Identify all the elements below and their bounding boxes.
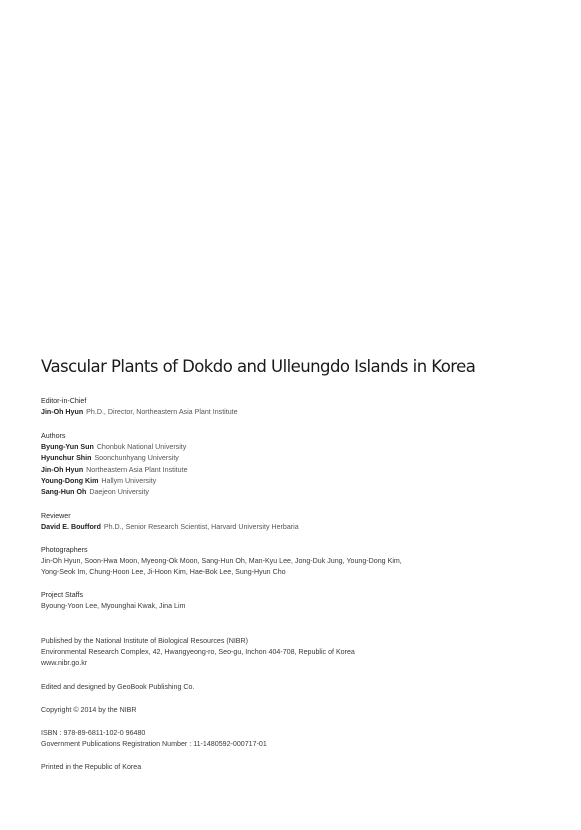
reviewer-affiliation: Ph.D., Senior Research Scientist, Harvard University Herbaria [103, 523, 299, 532]
editor-entry [41, 407, 238, 418]
edited-by-text: Edited and designed by GeoBook Publishing Co. [41, 683, 195, 691]
printed-section [41, 762, 141, 773]
author-entry [41, 453, 188, 464]
publisher-website: www.nibr.go.kr [41, 659, 88, 668]
registration-text: Government Publications Registration Number : 11-1480592-000717-01 [41, 740, 267, 749]
isbn-text: ISBN : 978-89-6811-102-0 96480 [41, 729, 146, 737]
project-staffs-names: Byoung-Yoon Lee, Myounghai Kwak, Jina Lim [41, 602, 186, 611]
author-name: Sang-Hun Oh [41, 488, 87, 497]
photographers-line: Jin-Oh Hyun, Soon-Hwa Moon, Myeong-Ok Moon, Sang-Hun Oh, Man-Kyu Lee, Jong-Duk Jung, Young-Dong Kim, [41, 557, 402, 566]
editor-name: Jin-Oh Hyun [41, 408, 84, 417]
reviewer-entry [41, 522, 299, 533]
project-staffs-heading: Project Staffs [41, 591, 84, 599]
author-affiliation: Soonchunhyang University [94, 454, 179, 463]
reviewer-section [41, 511, 299, 533]
edited-by-section [41, 682, 194, 693]
photographers-heading: Photographers [41, 546, 88, 554]
book-title: Vascular Plants of Dokdo and Ulleungdo Islands in Korea [41, 357, 476, 376]
printed-text: Printed in the Republic of Korea [41, 763, 142, 771]
editor-heading: Editor-in-Chief [41, 397, 87, 405]
author-name: Young-Dong Kim [41, 476, 99, 485]
editor-affiliation: Ph.D., Director, Northeastern Asia Plant Institute [86, 408, 238, 417]
isbn-section [41, 728, 267, 750]
author-name: Hyunchur Shin [41, 454, 92, 463]
author-affiliation: Hallym University [101, 476, 157, 485]
copyright-section [41, 705, 137, 716]
author-entry [41, 476, 188, 487]
publisher-section [41, 636, 355, 670]
author-affiliation: Northeastern Asia Plant Institute [86, 465, 188, 474]
author-entry [41, 465, 188, 476]
editor-section [41, 396, 238, 418]
author-name: Jin-Oh Hyun [41, 465, 84, 474]
reviewer-name: David E. Boufford [41, 523, 101, 532]
project-staffs-section [41, 590, 185, 612]
author-entry [41, 442, 188, 453]
photographers-line: Yong-Seok Im, Chung-Hoon Lee, Ji-Hoon Kim, Hae-Bok Lee, Sung-Hyun Cho [41, 568, 286, 577]
photographers-section [41, 545, 402, 579]
authors-heading: Authors [41, 432, 66, 440]
author-affiliation: Daejeon University [89, 488, 149, 497]
publisher-address: Environmental Research Complex, 42, Hwangyeong-ro, Seo-gu, Inchon 404-708, Republic of Korea [41, 648, 355, 657]
reviewer-heading: Reviewer [41, 512, 71, 520]
author-affiliation: Chonbuk National University [96, 443, 187, 452]
copyright-text: Copyright © 2014 by the NIBR [41, 706, 137, 714]
authors-section [41, 431, 188, 498]
author-name: Byung-Yun Sun [41, 443, 94, 452]
publisher-line: Published by the National Institute of Biological Resources (NIBR) [41, 637, 249, 645]
author-entry [41, 487, 188, 498]
